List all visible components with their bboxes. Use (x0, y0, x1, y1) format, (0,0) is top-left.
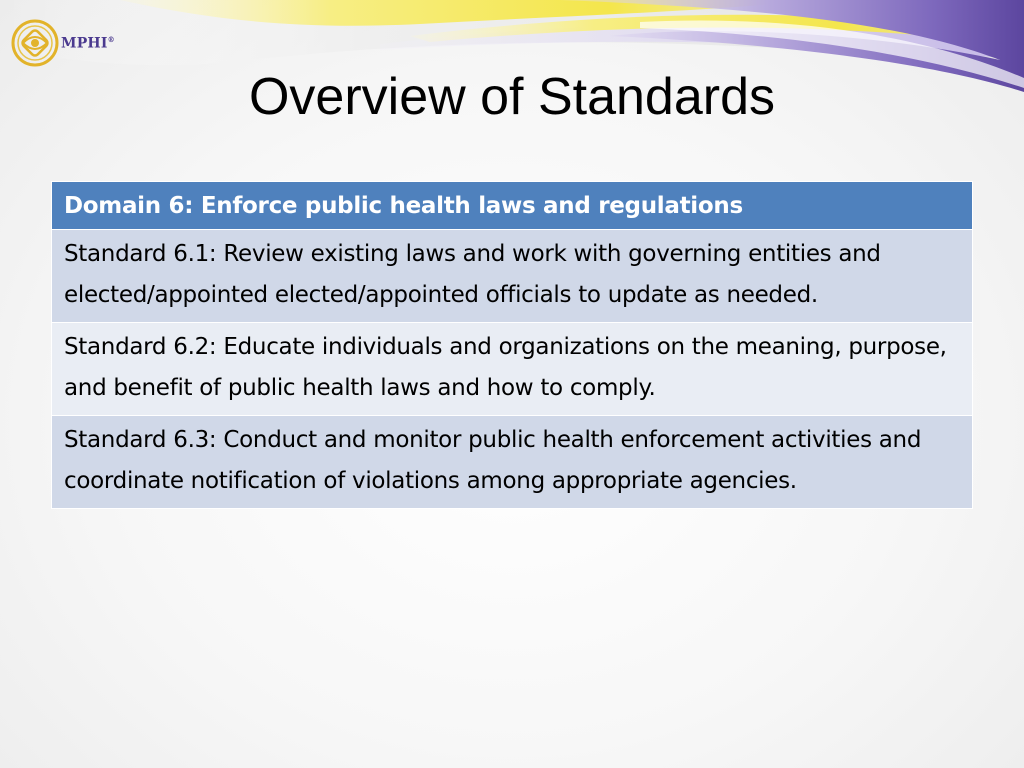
logo-text: MPHI® (61, 34, 115, 52)
mphi-logo (10, 18, 115, 68)
standard-cell: Standard 6.3: Conduct and monitor public health enforcement activities and coordinate notification of violations among appropriate agencies. (52, 416, 973, 509)
table-header-row (52, 182, 973, 230)
domain-header: Domain 6: Enforce public health laws and regulations (52, 182, 973, 230)
table-row (52, 230, 973, 323)
page-title: Overview of Standards (248, 68, 776, 126)
mphi-knot-icon (10, 18, 60, 68)
standard-cell: Standard 6.1: Review existing laws and work with governing entities and elected/appointed elected/appointed officials to update as needed. (52, 230, 973, 323)
standards-table (51, 181, 973, 509)
table-row (52, 323, 973, 416)
standard-cell: Standard 6.2: Educate individuals and organizations on the meaning, purpose, and benefit of public health laws and how to comply. (52, 323, 973, 416)
table-row (52, 416, 973, 509)
